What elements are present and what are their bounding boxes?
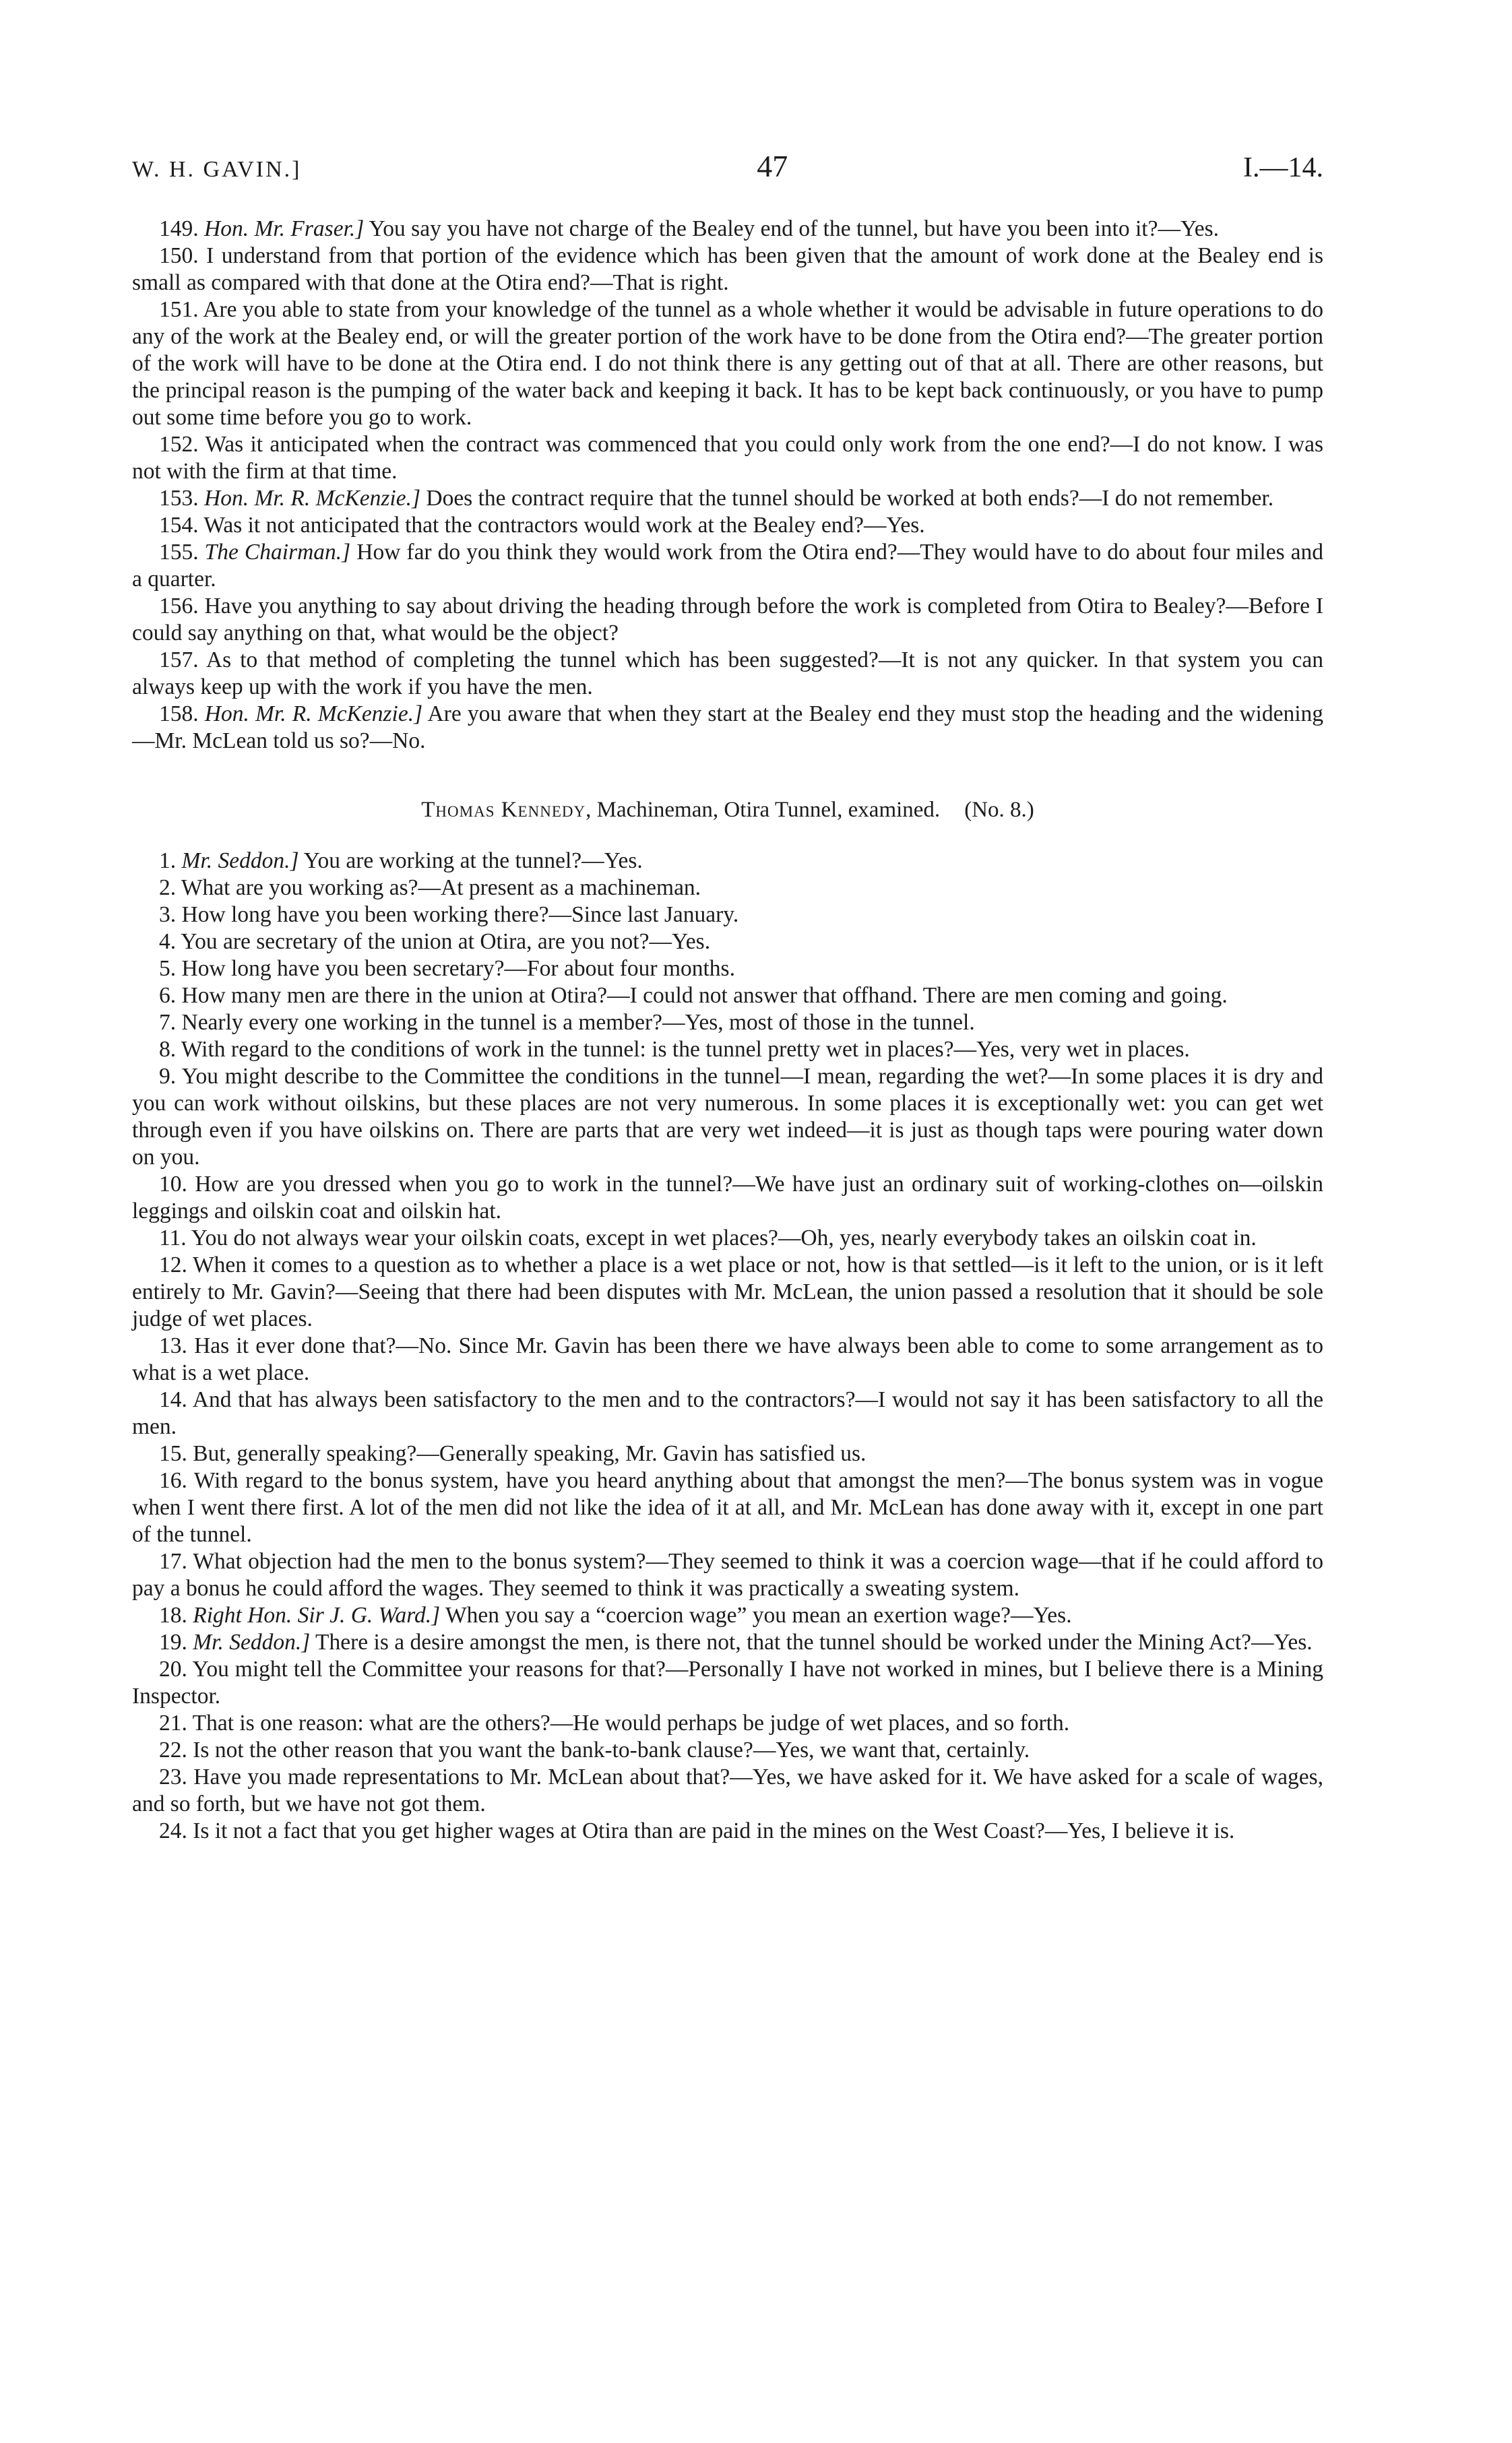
question-paragraph: [132, 901, 1323, 928]
question-number: 21.: [159, 1711, 187, 1736]
question-text: But, generally speaking?—Generally speaking, Mr. Gavin has satisfied us.: [193, 1441, 867, 1466]
question-number: 6.: [159, 983, 177, 1008]
question-text: You might tell the Committee your reasons for that?—Personally I have not worked in mines, but I believe there is a Mining Inspector.: [132, 1657, 1323, 1709]
question-text: With regard to the bonus system, have you heard anything about that amongst the men?—The bonus system was in vogue when I went there first. A lot of the men did not like the idea of it at all, and Mr. McLean has done away with it, except in one part of the tunnel.: [132, 1468, 1323, 1547]
question-paragraph: [132, 1036, 1323, 1063]
witness-description: , Machineman, Otira Tunnel, examined.: [586, 798, 941, 822]
question-number: 11.: [159, 1226, 187, 1250]
question-text: When you say a “coercion wage” you mean an exertion wage?—Yes.: [440, 1603, 1072, 1628]
question-paragraph: [132, 485, 1323, 512]
question-text: Are you aware that when they start at the Bealey end they must stop the heading and the widening—Mr. McLean told us so?—No.: [132, 701, 1324, 753]
question-paragraph: [132, 1710, 1323, 1737]
question-text: You might describe to the Committee the conditions in the tunnel—I mean, regarding the wet?—In some places it is dry and you can work without oilskins, but these places are not very numerous. In some places it is exceptionally wet: you can get wet through even if you have oilskins on. There are parts that are very wet indeed—it is just as though taps were pouring water down on you.: [132, 1064, 1324, 1170]
speaker: Mr. Seddon.]: [193, 1630, 311, 1655]
speaker: Hon. Mr. Fraser.]: [204, 216, 365, 241]
witness-heading: [132, 796, 1323, 823]
question-number: 4.: [159, 929, 177, 954]
question-paragraph: [132, 848, 1323, 875]
question-paragraph: [132, 928, 1323, 955]
question-number: 157.: [159, 647, 199, 672]
question-text: Have you anything to say about driving the heading through before the work is completed from Otira to Bealey?—Before I could say anything on that, what would be the object?: [132, 594, 1324, 645]
question-number: 14.: [159, 1387, 187, 1412]
question-paragraph: [132, 431, 1323, 485]
question-number: 3.: [159, 902, 177, 927]
speaker: Hon. Mr. R. McKenzie.]: [204, 701, 423, 726]
question-text: How are you dressed when you go to work in the tunnel?—We have just an ordinary suit of working-clothes on—oilskin leggings and oilskin coat and oilskin hat.: [132, 1172, 1324, 1224]
question-paragraph: [132, 1602, 1323, 1629]
question-text: What are you working as?—At present as a machineman.: [181, 875, 701, 900]
witness-name: Thomas Kennedy: [421, 798, 586, 822]
gavin-evidence: [132, 216, 1323, 755]
question-paragraph: [132, 1764, 1323, 1818]
question-number: 17.: [159, 1549, 187, 1574]
question-paragraph: [132, 1225, 1323, 1252]
question-number: 151.: [159, 297, 199, 322]
question-paragraph: [132, 1818, 1323, 1845]
kennedy-evidence: [132, 848, 1323, 1845]
question-paragraph: [132, 1656, 1323, 1710]
question-paragraph: [132, 982, 1323, 1009]
question-text: How far do you think they would work from the Otira end?—They would have to do about four miles and a quarter.: [132, 540, 1324, 592]
question-number: 12.: [159, 1252, 187, 1277]
question-text: Was it anticipated when the contract was commenced that you could only work from the one end?—I do not know. I was not with the firm at that time.: [132, 432, 1323, 484]
question-text: And that has always been satisfactory to the men and to the contractors?—I would not say it has been satisfactory to all the men.: [132, 1387, 1324, 1439]
question-paragraph: [132, 243, 1323, 296]
speaker: Mr. Seddon.]: [181, 848, 299, 873]
question-text: That is one reason: what are the others?—He would perhaps be judge of wet places, and so forth.: [192, 1711, 1070, 1736]
question-text: You are secretary of the union at Otira, are you not?—Yes.: [181, 929, 711, 954]
question-paragraph: [132, 1467, 1323, 1548]
question-text: There is a desire amongst the men, is there not, that the tunnel should be worked under the Mining Act?—Yes.: [310, 1630, 1313, 1655]
question-number: 23.: [159, 1765, 187, 1789]
question-paragraph: [132, 1252, 1323, 1333]
question-text: When it comes to a question as to whether a place is a wet place or not, how is that settled—is it left to the union, or is it left entirely to Mr. Gavin?—Seeing that there had been disputes with Mr. McLean, the union passed a resolution that it should be sole judge of wet places.: [132, 1252, 1323, 1331]
question-text: How long have you been secretary?—For about four months.: [181, 956, 735, 981]
question-text: Is it not a fact that you get higher wages at Otira than are paid in the mines on the West Coast?—Yes, I believe it is.: [193, 1818, 1235, 1843]
question-text: You say you have not charge of the Bealey end of the tunnel, but have you been into it?—Yes.: [364, 216, 1220, 241]
question-text: What objection had the men to the bonus system?—They seemed to think it was a coercion wage—that if he could afford to pay a bonus he could afford the wages. They seemed to think it was practically a sweating system.: [132, 1549, 1323, 1601]
question-paragraph: [132, 539, 1323, 593]
question-number: 154.: [159, 513, 199, 538]
witness-number: (No. 8.): [964, 798, 1034, 822]
question-number: 10.: [159, 1172, 187, 1197]
question-number: 24.: [159, 1818, 187, 1843]
question-paragraph: [132, 1333, 1323, 1387]
question-paragraph: [132, 1629, 1323, 1656]
question-text: How long have you been working there?—Since last January.: [181, 902, 739, 927]
question-number: 8.: [159, 1037, 177, 1062]
question-paragraph: [132, 1737, 1323, 1764]
speaker: Hon. Mr. R. McKenzie.]: [204, 486, 420, 511]
question-number: 156.: [159, 594, 199, 618]
question-number: 16.: [159, 1468, 187, 1493]
question-number: 13.: [159, 1333, 187, 1358]
question-number: 19.: [159, 1630, 187, 1655]
paper-reference: I.—14.: [1243, 152, 1323, 183]
question-paragraph: [132, 1387, 1323, 1440]
document-page: [132, 148, 1323, 1845]
page-number: 47: [757, 149, 788, 183]
question-number: 155.: [159, 540, 199, 565]
question-number: 158.: [159, 701, 199, 726]
question-number: 5.: [159, 956, 177, 981]
question-number: 149.: [159, 216, 199, 241]
question-paragraph: [132, 647, 1323, 701]
question-paragraph: [132, 1171, 1323, 1225]
question-number: 9.: [159, 1064, 177, 1089]
question-paragraph: [132, 1548, 1323, 1602]
speaker: Right Hon. Sir J. G. Ward.]: [193, 1603, 441, 1628]
question-text: Have you made representations to Mr. McLean about that?—Yes, we have asked for it. We have asked for a scale of wages, and so forth, but we have not got them.: [132, 1765, 1324, 1816]
question-paragraph: [132, 875, 1323, 901]
question-paragraph: [132, 216, 1323, 243]
question-paragraph: [132, 593, 1323, 647]
question-text: As to that method of completing the tunnel which has been suggested?—It is not any quicker. In that system you can always keep up with the work if you have the men.: [132, 647, 1324, 699]
question-text: You are working at the tunnel?—Yes.: [298, 848, 643, 873]
question-paragraph: [132, 512, 1323, 539]
question-paragraph: [132, 701, 1323, 755]
question-paragraph: [132, 296, 1323, 431]
question-text: I understand from that portion of the evidence which has been given that the amount of work done at the Bealey end is small as compared with that done at the Otira end?—That is right.: [132, 243, 1323, 295]
question-text: You do not always wear your oilskin coats, except in wet places?—Oh, yes, nearly everybody takes an oilskin coat in.: [191, 1226, 1257, 1250]
question-number: 20.: [159, 1657, 187, 1682]
page-header: [132, 148, 1323, 189]
question-number: 22.: [159, 1738, 187, 1763]
question-text: Are you able to state from your knowledge of the tunnel as a whole whether it would be advisable in future operations to do any of the work at the Bealey end, or will the greater portion of the work have to be done from the Otira end?—The greater portion of the work will have to be done at the Otira end. I do not think there is any getting out of that at all. There are other reasons, but the principal reason is the pumping of the water back and keeping it back. It has to be kept back continuously, or you have to pump out some time before you go to work.: [132, 297, 1323, 430]
question-text: Is not the other reason that you want the bank-to-bank clause?—Yes, we want that, certainly.: [193, 1738, 1030, 1763]
question-number: 1.: [159, 848, 177, 873]
question-number: 15.: [159, 1441, 187, 1466]
question-number: 153.: [159, 486, 199, 511]
question-text: With regard to the conditions of work in the tunnel: is the tunnel pretty wet in places?—Yes, very wet in places.: [181, 1037, 1190, 1062]
question-paragraph: [132, 955, 1323, 982]
question-number: 150.: [159, 243, 199, 268]
question-number: 18.: [159, 1603, 187, 1628]
speaker: The Chairman.]: [204, 540, 351, 565]
question-number: 152.: [159, 432, 199, 457]
question-text: Nearly every one working in the tunnel is a member?—Yes, most of those in the tunnel.: [181, 1010, 975, 1035]
question-number: 2.: [159, 875, 177, 900]
question-text: Was it not anticipated that the contractors would work at the Bealey end?—Yes.: [203, 513, 925, 538]
question-number: 7.: [159, 1010, 177, 1035]
question-paragraph: [132, 1063, 1323, 1171]
question-text: How many men are there in the union at Otira?—I could not answer that offhand. There are men coming and going.: [181, 983, 1228, 1008]
question-paragraph: [132, 1009, 1323, 1036]
question-paragraph: [132, 1440, 1323, 1467]
question-text: Has it ever done that?—No. Since Mr. Gavin has been there we have always been able to come to some arrangement as to what is a wet place.: [132, 1333, 1323, 1385]
question-text: Does the contract require that the tunnel should be worked at both ends?—I do not remember.: [420, 486, 1274, 511]
witness-name-header: W. H. GAVIN.]: [132, 157, 302, 182]
